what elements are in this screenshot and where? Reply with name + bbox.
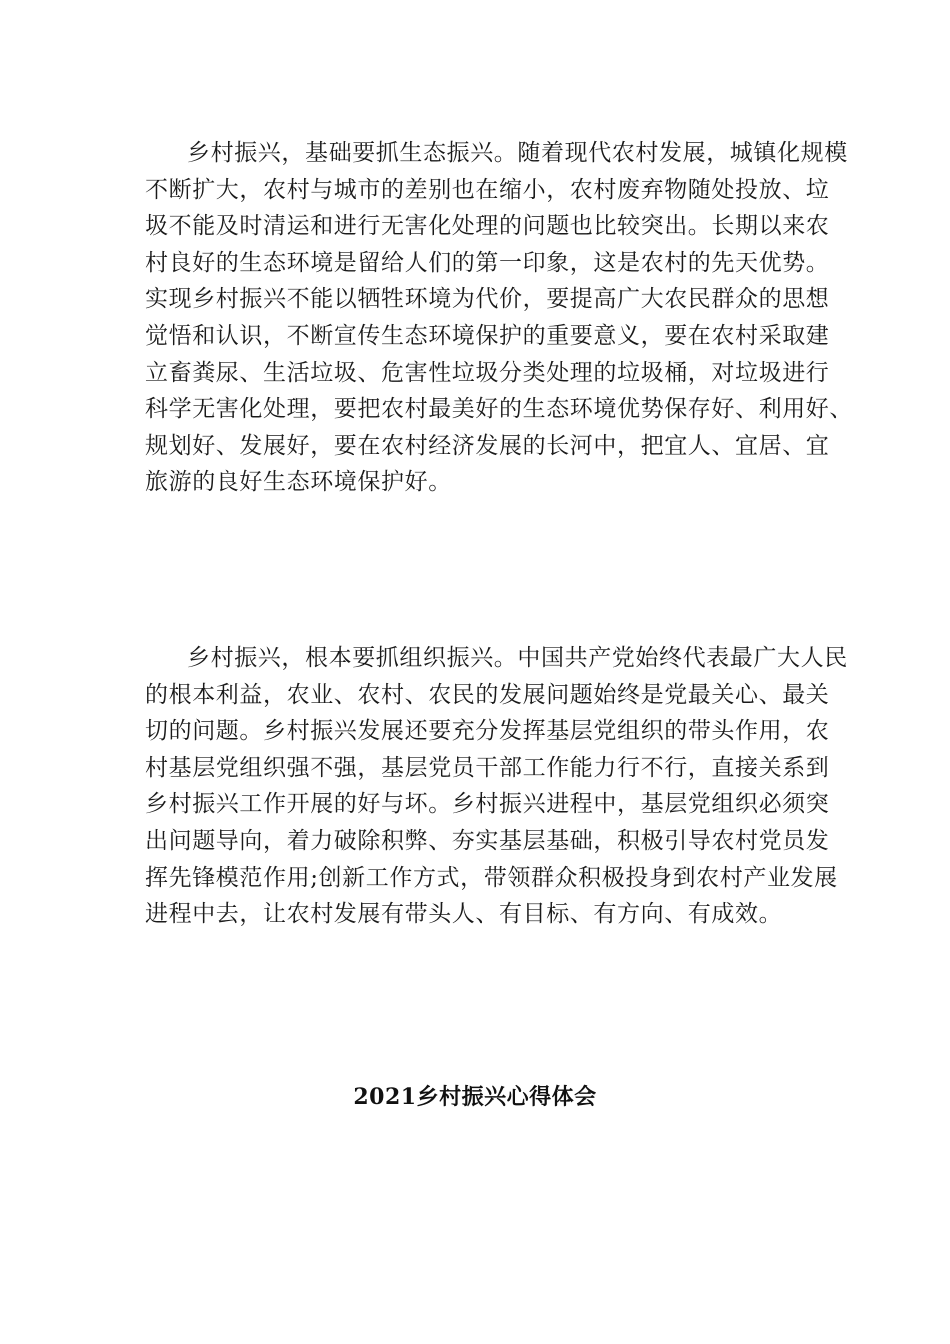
paragraph-line: 村良好的生态环境是留给人们的第一印象，这是农村的先天优势。 [145, 249, 830, 276]
paragraph-line: 圾不能及时清运和进行无害化处理的问题也比较突出。长期以来农 [145, 213, 830, 240]
paragraph-line: 乡村振兴，基础要抓生态振兴。随着现代农村发展，城镇化规模 [187, 140, 848, 166]
paragraph-line: 立畜粪尿、生活垃圾、危害性垃圾分类处理的垃圾桶，对垃圾进行 [145, 359, 830, 386]
paragraph-ecology [145, 135, 853, 501]
paragraph-line: 挥先锋模范作用;创新工作方式，带领群众积极投身到农村产业发展 [145, 864, 838, 891]
paragraph-line: 的根本利益，农业、农村、农民的发展问题始终是党最关心、最关 [145, 681, 830, 708]
document-title: 2021乡村振兴心得体会 [353, 1084, 597, 1110]
paragraph-line: 出问题导向，着力破除积弊、夯实基层基础，积极引导农村党员发 [145, 827, 830, 854]
paragraph-line: 科学无害化处理，要把农村最美好的生态环境优势保存好、利用好、 [145, 396, 853, 423]
paragraph-line: 村基层党组织强不强，基层党员干部工作能力行不行，直接关系到 [145, 754, 830, 781]
paragraph-organization [145, 640, 848, 933]
paragraph-line: 进程中去，让农村发展有带头人、有目标、有方向、有成效。 [145, 901, 783, 928]
paragraph-line: 乡村振兴工作开展的好与坏。乡村振兴进程中，基层党组织必须突 [145, 791, 830, 818]
paragraph-line: 不断扩大，农村与城市的差别也在缩小，农村废弃物随处投放、垃 [145, 176, 830, 203]
paragraph-line: 规划好、发展好，要在农村经济发展的长河中，把宜人、宜居、宜 [145, 432, 830, 459]
paragraph-line: 切的问题。乡村振兴发展还要充分发挥基层党组织的带头作用，农 [145, 718, 830, 745]
paragraph-line: 旅游的良好生态环境保护好。 [145, 469, 452, 496]
paragraph-line: 觉悟和认识，不断宣传生态环境保护的重要意义，要在农村采取建 [145, 322, 830, 349]
paragraph-line: 实现乡村振兴不能以牺牲环境为代价，要提高广大农民群众的思想 [145, 286, 830, 313]
paragraph-line: 乡村振兴，根本要抓组织振兴。中国共产党始终代表最广大人民 [187, 645, 848, 671]
